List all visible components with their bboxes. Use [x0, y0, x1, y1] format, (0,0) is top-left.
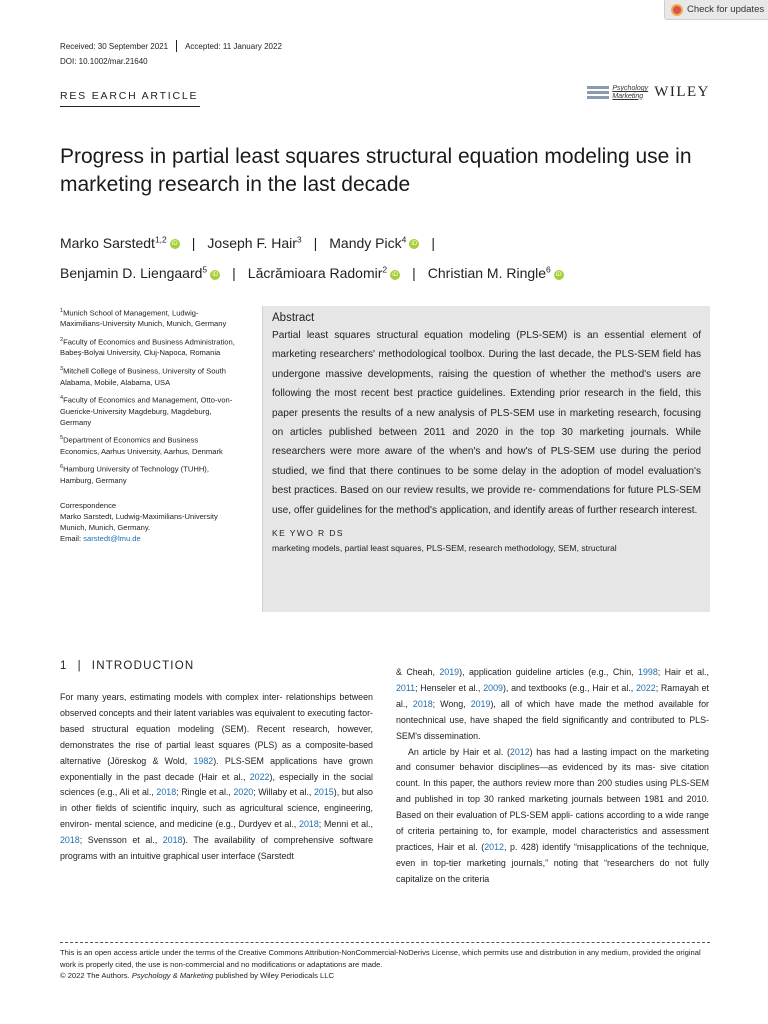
- citation-link[interactable]: 2011: [396, 682, 416, 693]
- citation-link[interactable]: 2018: [60, 835, 80, 846]
- citation-link[interactable]: 2018: [156, 787, 177, 798]
- citation-link[interactable]: 1998: [638, 667, 658, 677]
- citation-link[interactable]: 2012: [484, 841, 504, 852]
- accepted-date: Accepted: 11 January 2022: [185, 41, 282, 51]
- affiliation-text: Hamburg University of Technology (TUHH), Hamburg, Germany: [60, 464, 209, 485]
- body-column-left: [60, 690, 373, 865]
- affiliation: [60, 433, 236, 457]
- author-affiliation-sup: 1,2: [154, 234, 167, 244]
- intro-paragraph: An article by Hair et al. (2012) has had a lasting impact on the marketing and consumer behavior disciplines—as evidenced by its mas- sive citation count. In this paper, the authors review more than 200 studies using PLS-SEM and published in top 30 ranked marketing journals between 1981 and 2010. Based on their evaluation of PLS-SEM appli- cations according to a wide range of criteria pertaining to, for example, model characteristics and assessment practices, Hair et al. (2012, p. 428) identify “misapplications of the technique, even in top-tier marketing journals,” noting that “researchers do not fully capitalize on the criteria: [396, 746, 709, 884]
- affiliation-sup: 1: [60, 308, 64, 314]
- email-label: Email:: [60, 533, 84, 543]
- citation-link[interactable]: 2015: [313, 787, 334, 798]
- author-affiliation-sup: 5: [202, 264, 208, 275]
- citation-link[interactable]: 2022: [635, 682, 656, 693]
- received-accepted-line: [60, 40, 282, 52]
- author-name: Joseph F. Hair: [207, 234, 297, 251]
- journal-logo-line1: Psychology: [612, 85, 649, 92]
- check-for-updates-button[interactable]: [664, 0, 768, 20]
- affiliation: [60, 393, 236, 428]
- correspondence-email-line: [60, 534, 236, 545]
- citation-link[interactable]: 2018: [299, 819, 319, 830]
- orcid-icon[interactable]: iD: [390, 270, 400, 280]
- affiliation: [60, 335, 236, 359]
- section-separator: |: [77, 660, 82, 672]
- footer-divider: [60, 942, 710, 943]
- intro-paragraph: For many years, estimating models with complex inter- relationships between observed concepts and their latent variables was equivalent to executing factor-based structural equation modeling (SEM). Recent research, however, demonstrates the rise of partial least squares (PLS) as a composite-based alternative (Jöreskog & Wold, 1982). PLS-SEM applications have grown exponentially in the past decade (Hair et al., 2022), especially in the social sciences (e.g., Ali et al., 2018; Ringle et al., 2020; Willaby et al., 2015), but also in other fields of scientific inquiry, such as agricultural science, engineering, environ- mental science, and medicine (e.g., Durdyev et al., 2018; Menni et al., 2018; Svensson et al., 2018). The availability of comprehensive software programs with an intuitive graphical user interface (Sarstedt: [60, 692, 374, 862]
- author-separator: |: [431, 234, 435, 251]
- abstract-heading: Abstract: [272, 312, 315, 324]
- article-type-rule: [60, 106, 200, 107]
- orcid-icon[interactable]: iD: [170, 239, 180, 249]
- author-separator: |: [412, 265, 416, 282]
- affiliation-sup: 3: [60, 366, 64, 373]
- author-affiliation-sup: 2: [382, 264, 388, 275]
- keywords-heading: KE YWO R DS: [272, 528, 344, 539]
- citation-link[interactable]: 1982: [193, 755, 214, 766]
- correspondence-heading: Correspondence: [60, 500, 117, 510]
- citation-link[interactable]: 2022: [249, 771, 270, 782]
- author-name: Mandy Pick: [329, 234, 402, 251]
- citation-link[interactable]: 2019: [470, 698, 491, 709]
- author-separator: |: [232, 265, 236, 282]
- author[interactable]: [329, 235, 419, 251]
- author-separator: |: [191, 234, 196, 251]
- journal-logo: [587, 85, 648, 100]
- abstract-box: [262, 306, 710, 612]
- journal-logo-bars-icon: [587, 86, 609, 99]
- license-footer: [60, 947, 712, 982]
- section-number: 1: [60, 660, 68, 672]
- author-name: Lăcrămioara Radomir: [247, 265, 383, 282]
- affiliations-panel: [60, 306, 236, 545]
- citation-link[interactable]: 2012: [509, 746, 530, 757]
- copyright-suffix: published by Wiley Periodicals LLC: [213, 971, 334, 981]
- journal-logo-text: [612, 85, 648, 100]
- author-list: [60, 226, 720, 287]
- affiliation-text: Mitchell College of Business, University of South Alabama, Mobile, Alabama, USA: [60, 366, 226, 387]
- publisher-name: WILEY: [654, 84, 710, 100]
- affiliation-text: Munich School of Management, Ludwig-Maximilians-University Munich, Munich, Germany: [60, 308, 227, 329]
- affiliation-text: Faculty of Economics and Business Administration, Babeş-Bolyai University, Cluj-Napoca, Romania: [60, 337, 235, 358]
- affiliation-sup: 4: [60, 395, 64, 402]
- section-title: INTRODUCTION: [91, 660, 195, 672]
- copyright-line: [60, 970, 712, 982]
- intro-paragraph: & Cheah, 2019), application guideline articles (e.g., Chin, 1998; Hair et al., 2011; Henseler et al., 2009), and textbooks (e.g., Hair et al., 2022; Ramayah et al., 2018; Wong, 2019), all of which have made the method available for nontechnical use, have shaped the field significantly and contributed to PLS-SEM's dissemination.: [396, 667, 709, 741]
- keywords-text: marketing models, partial least squares, PLS-SEM, research methodology, SEM, structural: [272, 543, 617, 554]
- crossmark-icon: [671, 4, 683, 16]
- author[interactable]: [60, 265, 220, 281]
- author-affiliation-sup: 3: [296, 234, 302, 244]
- affiliation-sup: 5: [60, 435, 64, 442]
- doi: DOI: 10.1002/mar.21640: [60, 57, 148, 66]
- license-text: This is an open access article under the terms of the Creative Commons Attribution-NonCommercial-NoDerivs License, which permits use and distribution in any medium, provided the original work is properly cited, the use is non-commercial and no modifications or adaptations are made.: [60, 948, 701, 969]
- affiliation-text: Faculty of Economics and Management, Otto-von-Guericke-University Magdeburg, Magdeburg, Germany: [60, 395, 233, 427]
- copyright-prefix: © 2022 The Authors.: [60, 971, 132, 981]
- journal-logo-line2: Marketing: [612, 92, 644, 100]
- author-name: Marko Sarstedt: [60, 234, 155, 251]
- correspondence: [60, 501, 236, 545]
- affiliation-text: Department of Economics and Business Economics, Aarhus University, Aarhus, Denmark: [60, 435, 223, 456]
- abstract-text: Partial least squares structural equation modeling (PLS-SEM) is an essential element of marketing researchers' methodological toolbox. During the last decade, the PLS-SEM field has undergone massive developments, raising the question of whether the method's users are following the most recent best practice guidelines. Extending prior research in the field, this paper presents the results of a new analysis of PLS-SEM use in marketing research, focusing on articles published between 2011 and 2020 in the top 30 marketing journals. While researchers were more aware of the when's and how's of PLS-SEM use during the period studied, we find that there continues to be some delay in the adoption of model evaluation's best practices. Based on our review results, we provide re- commendations for future PLS-SEM use, offer guidelines for the method's application, and identify areas of further research interest.: [272, 330, 701, 516]
- affiliation-sup: 2: [60, 337, 64, 344]
- author-separator: |: [313, 234, 318, 251]
- received-date: Received: 30 September 2021: [60, 41, 169, 51]
- author-name: Christian M. Ringle: [427, 265, 547, 282]
- citation-link[interactable]: 2009: [483, 682, 503, 693]
- author-name: Benjamin D. Liengaard: [60, 265, 203, 282]
- citation-link[interactable]: 2018: [162, 835, 183, 846]
- publisher-logos: [587, 84, 710, 101]
- email-link[interactable]: sarstedt@lmu.de: [83, 533, 141, 543]
- check-for-updates-label: Check for updates: [687, 4, 765, 15]
- orcid-icon[interactable]: iD: [210, 270, 220, 280]
- correspondence-text: Marko Sarstedt, Ludwig-Maximilians-University Munich, Munich, Germany.: [60, 512, 218, 533]
- section-heading: [60, 660, 194, 672]
- orcid-icon[interactable]: iD: [409, 239, 419, 249]
- body-column-right: [396, 665, 709, 888]
- meta-divider: [176, 40, 177, 52]
- author[interactable]: [248, 265, 400, 281]
- article-title: Progress in partial least squares structural equation modeling use in marketing research in the last decade: [60, 145, 692, 196]
- author[interactable]: [60, 235, 180, 251]
- citation-link[interactable]: 2019: [439, 667, 460, 677]
- citation-link[interactable]: 2020: [233, 787, 254, 798]
- copyright-journal: Psychology & Marketing: [131, 971, 214, 981]
- citation-link[interactable]: 2018: [412, 698, 433, 709]
- orcid-icon[interactable]: iD: [554, 270, 564, 280]
- affiliation: [60, 462, 236, 486]
- author[interactable]: [428, 265, 564, 281]
- article-type: RES EARCH ARTICLE: [60, 90, 199, 102]
- author-affiliation-sup: 4: [401, 234, 407, 244]
- affiliation: [60, 364, 236, 388]
- author[interactable]: [207, 235, 301, 251]
- author-affiliation-sup: 6: [546, 264, 551, 275]
- affiliation-sup: 6: [60, 464, 64, 471]
- affiliation: [60, 306, 236, 330]
